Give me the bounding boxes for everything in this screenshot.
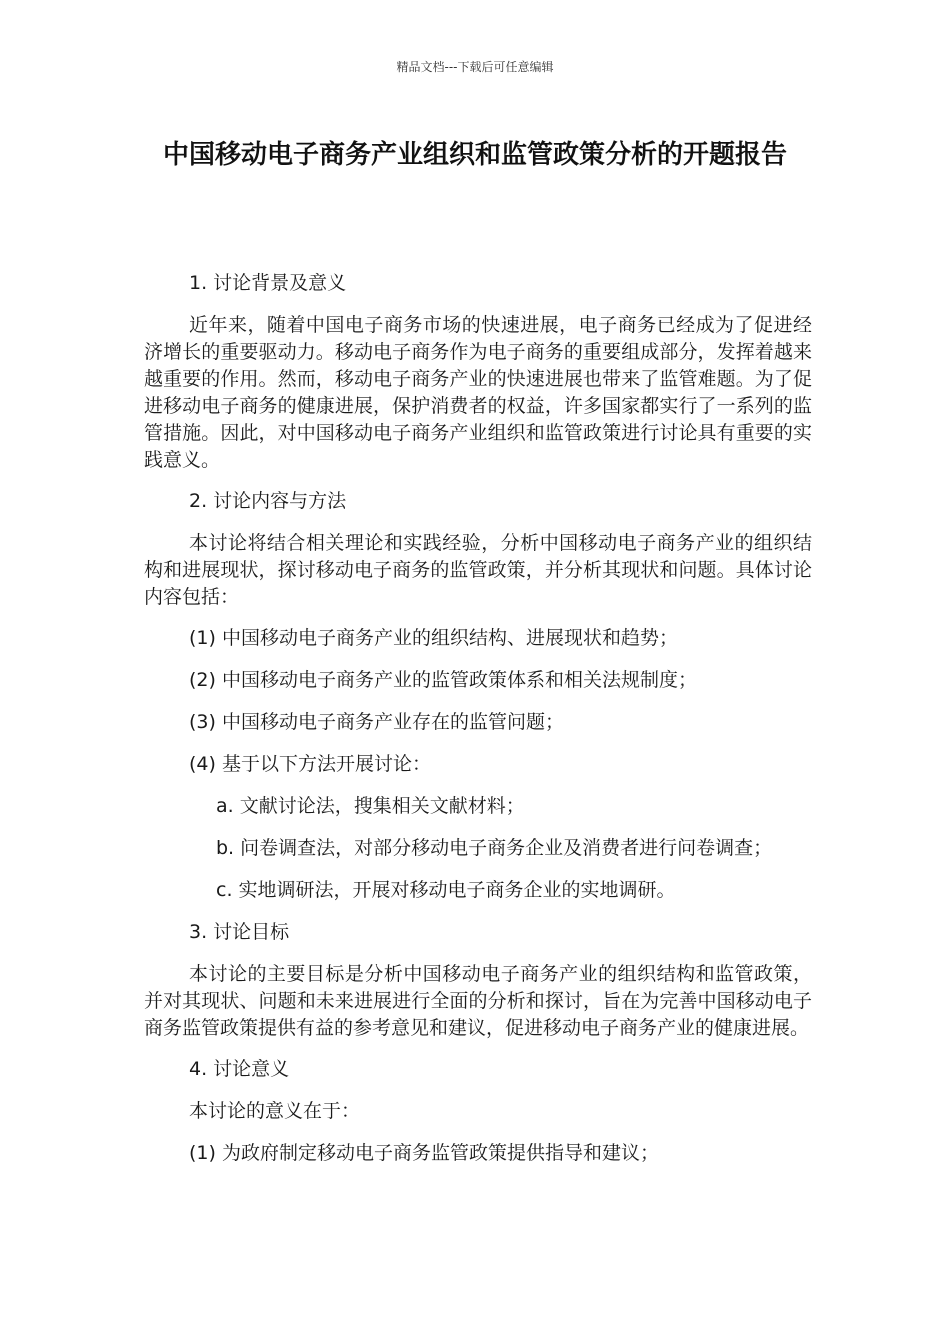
paragraph: 本讨论将结合相关理论和实践经验，分析中国移动电子商务产业的组织结构和进展现状，探讨移动电子商务的监管政策，并分析其现状和问题。具体讨论内容包括： [144, 532, 812, 608]
document-title: 中国移动电子商务产业组织和监管政策分析的开题报告 [162, 140, 787, 170]
list-item: (1) 中国移动电子商务产业的组织结构、进展现状和趋势； [189, 627, 678, 649]
section-heading: 1. 讨论背景及意义 [189, 272, 347, 294]
document-body [144, 270, 812, 1182]
sub-list-item: b. 问卷调查法，对部分移动电子商务企业及消费者进行问卷调查； [216, 837, 773, 859]
paragraph: 近年来，随着中国电子商务市场的快速进展，电子商务已经成为了促进经济增长的重要驱动力。移动电子商务作为电子商务的重要组成部分，发挥着越来越重要的作用。然而，移动电子商务产业的快速进展也带来了监管难题。为了促进移动电子商务的健康进展，保护消费者的权益，许多国家都实行了一系列的监管措施。因此，对中国移动电子商务产业组织和监管政策进行讨论具有重要的实践意义。 [144, 314, 812, 471]
section-heading: 2. 讨论内容与方法 [189, 490, 347, 512]
list-item: (1) 为政府制定移动电子商务监管政策提供指导和建议； [189, 1142, 659, 1164]
list-item: (2) 中国移动电子商务产业的监管政策体系和相关法规制度； [189, 669, 697, 691]
list-item: (4) 基于以下方法开展讨论： [189, 753, 431, 775]
sub-list-item: a. 文献讨论法，搜集相关文献材料； [216, 795, 525, 817]
paragraph: 本讨论的主要目标是分析中国移动电子商务产业的组织结构和监管政策，并对其现状、问题和未来进展进行全面的分析和探讨，旨在为完善中国移动电子商务监管政策提供有益的参考意见和建议，促进移动电子商务产业的健康进展。 [144, 963, 812, 1039]
header-note: 精品文档---下载后可任意编辑 [396, 60, 554, 74]
section-heading: 4. 讨论意义 [189, 1058, 290, 1080]
sub-list-item: c. 实地调研法，开展对移动电子商务企业的实地调研。 [216, 879, 676, 901]
section-heading: 3. 讨论目标 [189, 921, 290, 943]
paragraph-lead: 本讨论的意义在于： [189, 1100, 361, 1122]
list-item: (3) 中国移动电子商务产业存在的监管问题； [189, 711, 564, 733]
